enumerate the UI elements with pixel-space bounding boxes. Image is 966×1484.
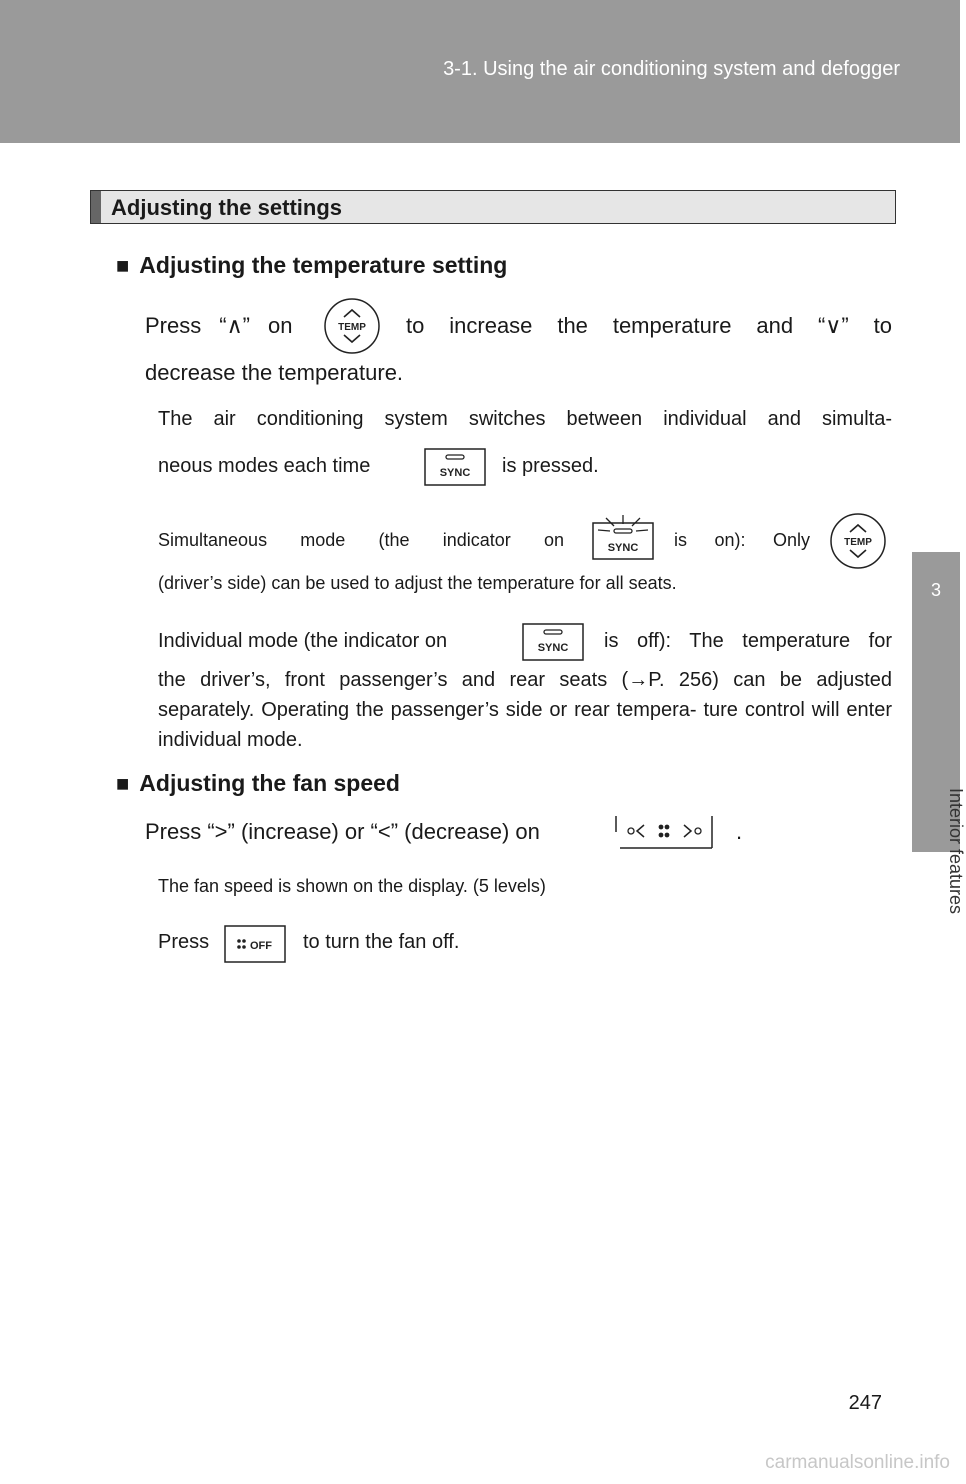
section-title-bar [90,190,896,224]
svg-text:TEMP: TEMP [338,322,366,333]
temp-line1-rest: to increase the temperature and “∨” to [406,313,892,338]
fan-speed-button-icon [610,814,718,850]
sim-mode-text-a: Simultaneous mode (the indicator on [158,530,564,550]
sync-note-line2a: neous modes each time [158,455,371,477]
sim-mode-line2: (driver’s side) can be used to adjust the temperature for all seats. [158,573,677,593]
temp-line1-start: Press “∧” on [145,313,293,338]
svg-text:SYNC: SYNC [607,542,639,554]
fan-off-button-icon [224,925,286,963]
sync-button-icon [424,448,486,486]
fan-line-b: . [736,819,743,844]
temperature-heading: ■ Adjusting the temperature setting [116,252,508,278]
chapter-number: 3 [930,580,941,600]
ind-mode-text-a: Individual mode (the indicator on [158,630,448,652]
ind-mode-paragraph: the driver’s, front passenger’s and rear seats (→P. 256) can be adjusted separately. Operating the passenger’s side or rear tempera- ture control will enter individual mode. [158,669,892,751]
fan-line-a: Press “>” (increase) or “<” (decrease) on [145,819,540,844]
temp-line2: decrease the temperature. [145,360,404,385]
sync-note-line2b: is pressed. [502,455,599,477]
square-bullet-icon: ■ [116,771,130,796]
sync-button-icon-2 [522,623,584,661]
svg-text:OFF: OFF [250,940,272,952]
sim-mode-text-b: is on): Only [674,530,810,550]
chapter-label: Interior features [946,788,966,915]
temp-dial-icon-2 [829,512,887,570]
ind-mode-text-b: is off): The temperature for [604,630,892,652]
fan-off-text-b: to turn the fan off. [303,931,460,953]
watermark: carmanualsonline.info [765,1452,950,1473]
sync-indicator-on-icon [592,514,654,560]
sync-note-line1: The air conditioning system switches between individual and simulta- [158,408,892,430]
section-marker [91,191,101,223]
temp-dial-icon [323,297,381,355]
section-title: Adjusting the settings [111,195,342,220]
svg-text:SYNC: SYNC [537,642,569,654]
fan-off-text-a: Press [158,931,210,953]
section-header: 3-1. Using the air conditioning system and defogger [443,58,900,80]
square-bullet-icon: ■ [116,253,130,278]
fan-note: The fan speed is shown on the display. (5 levels) [158,876,546,896]
svg-text:SYNC: SYNC [439,467,471,479]
svg-text:TEMP: TEMP [844,537,872,548]
page-number: 247 [848,1392,882,1414]
header-band [0,0,960,143]
fan-heading: ■ Adjusting the fan speed [116,770,400,796]
